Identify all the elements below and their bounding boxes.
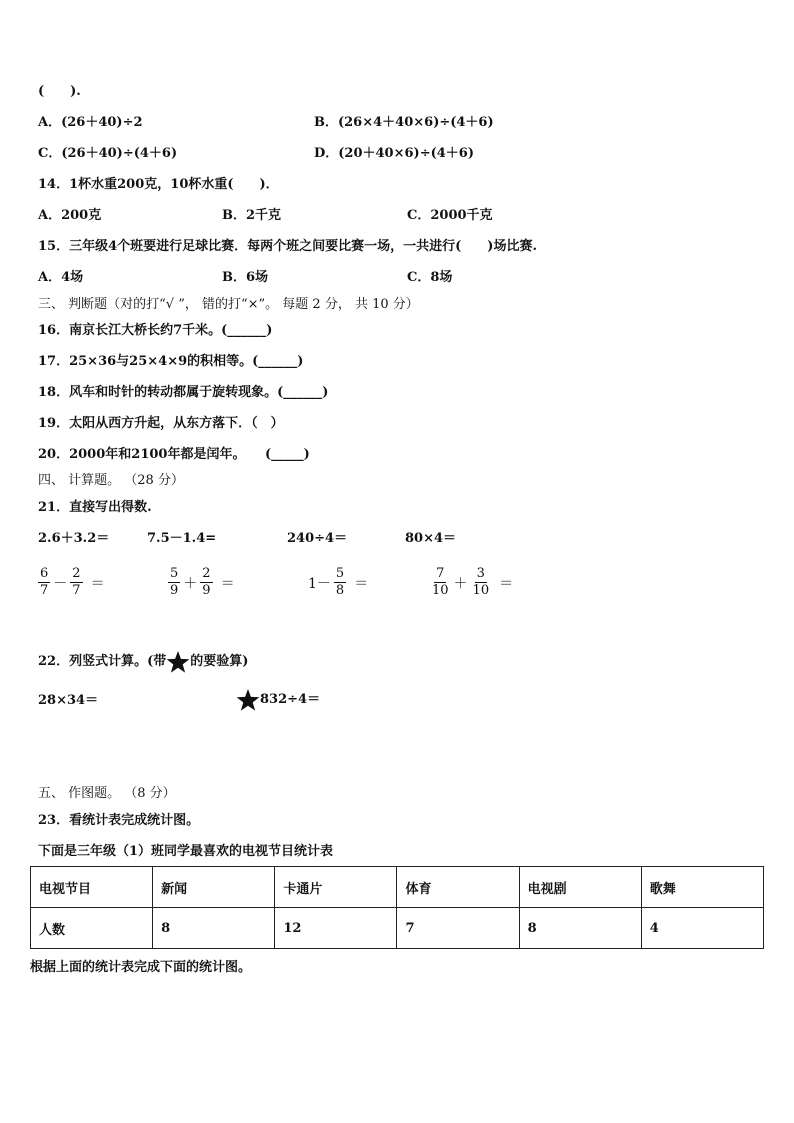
table-cell: 电视剧: [519, 867, 641, 908]
star-icon: [236, 688, 260, 712]
table-header-row: [31, 867, 764, 908]
table-cell: 体育: [397, 867, 519, 908]
section-3-title: 三、 判断题（对的打“√ ”， 错的打“×”。 每题 2 分， 共 10 分）: [38, 297, 419, 312]
q14-option-c: C．2000千克: [407, 208, 493, 223]
q21-stem: 21．直接写出得数.: [38, 500, 152, 515]
fraction: 2 7: [72, 566, 81, 598]
fraction: 5 9: [170, 566, 179, 598]
table-cell: 电视节目: [31, 867, 153, 908]
q17: 17．25×36与25×4×9的积相等。(______): [38, 354, 304, 369]
q13-option-d: D．(20＋40×6)÷(4＋6): [314, 146, 474, 161]
fraction: 3 10: [472, 566, 490, 598]
q21-fraction-expr-4: 7 10 ＋ 3 10 ＝: [432, 566, 514, 598]
q21-fraction-expr-2: 5 9 ＋ 2 9 ＝: [170, 566, 235, 598]
table-cell: 8: [153, 908, 275, 949]
star-icon: [166, 650, 190, 674]
q15-option-a: A．4场: [38, 270, 84, 285]
table-row: [31, 908, 764, 949]
q14-option-a: A．200克: [38, 208, 102, 223]
table-cell: 4: [641, 908, 763, 949]
q21-fraction-expr-3: 1－ 5 8 ＝: [308, 566, 369, 598]
fraction: 7 10: [432, 566, 449, 598]
tv-program-stat-table: [30, 866, 764, 949]
q21-fraction-expr-1: 6 7 － 2 7 ＝: [40, 566, 105, 598]
q23-after-text: 根据上面的统计表完成下面的统计图。: [30, 960, 252, 975]
q13-stem-tail: ( ).: [38, 84, 81, 99]
table-cell: 12: [275, 908, 397, 949]
q23-stem: 23．看统计表完成统计图。: [38, 813, 200, 828]
q19: 19．太阳从西方升起，从东方落下．（ ）: [38, 416, 284, 431]
q21-expr-4: 80×4＝: [405, 531, 457, 546]
q15-stem: 15．三年级4个班要进行足球比赛．每两个班之间要比赛一场，一共进行( )场比赛.: [38, 239, 537, 254]
q21-expr-1: 2.6＋3.2＝: [38, 531, 110, 546]
table-cell: 7: [397, 908, 519, 949]
q13-option-b: B．(26×4＋40×6)÷(4＋6): [314, 115, 494, 130]
q14-option-b: B．2千克: [222, 208, 282, 223]
fraction: 6 7: [40, 566, 49, 598]
q20: 20．2000年和2100年都是闰年。 (_____): [38, 447, 310, 462]
table-title: 下面是三年级（1）班同学最喜欢的电视节目统计表: [38, 844, 334, 859]
q15-option-b: B．6场: [222, 270, 269, 285]
q22-stem: 22．列竖式计算。(带 的要验算): [38, 650, 248, 674]
fraction: 2 9: [202, 566, 211, 598]
q18: 18．风车和时针的转动都属于旋转现象。(______): [38, 385, 329, 400]
q13-option-a: A．(26＋40)÷2: [38, 115, 143, 130]
q21-expr-3: 240÷4＝: [287, 531, 348, 546]
table-cell: 新闻: [153, 867, 275, 908]
q16: 16．南京长江大桥长约7千米。(______): [38, 323, 273, 338]
section-5-title: 五、 作图题。 （8 分）: [38, 786, 176, 801]
q22-expr-1: 28×34＝: [38, 693, 99, 708]
q14-stem: 14．1杯水重200克，10杯水重( )．: [38, 177, 279, 192]
q21-expr-2: 7.5－1.4=: [147, 531, 217, 546]
table-cell: 卡通片: [275, 867, 397, 908]
q15-option-c: C．8场: [407, 270, 453, 285]
q22-expr-2: 832÷4＝: [236, 688, 320, 712]
section-4-title: 四、 计算题。 （28 分）: [38, 473, 184, 488]
q13-option-c: C．(26＋40)÷(4＋6): [38, 146, 178, 161]
fraction: 5 8: [335, 566, 345, 598]
table-cell: 8: [519, 908, 641, 949]
table-cell: 歌舞: [641, 867, 763, 908]
table-cell: 人数: [31, 908, 153, 949]
